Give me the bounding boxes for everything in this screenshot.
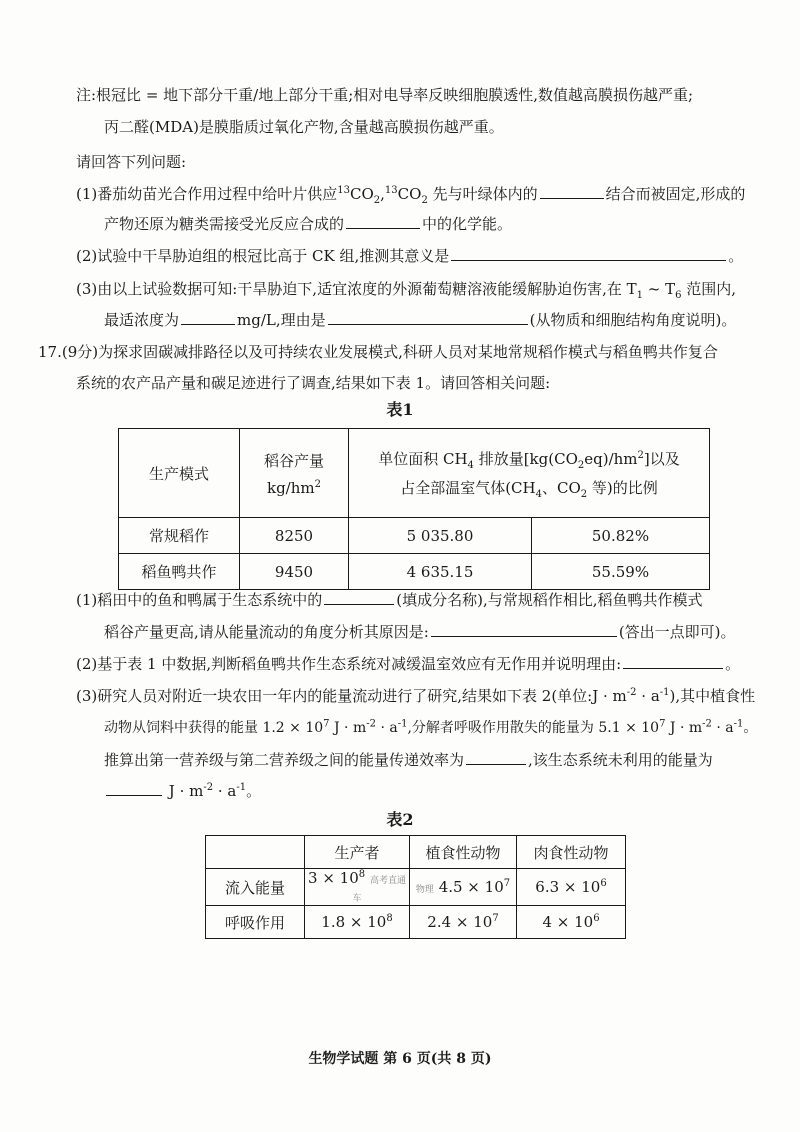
table2-cell: $2.4 \times 10^7$: [410, 906, 517, 939]
table2-cell: 物理 $4.5 \times 10^7$: [410, 869, 517, 906]
table-row: [206, 869, 626, 906]
q17-part2: (2)基于表 1 中数据,判断稻鱼鸭共作生态系统对减缓温室效应有无作用并说明理由: 。: [76, 655, 741, 673]
q16-part2: (2)试验中干旱胁迫组的根冠比高于 CK 组,推测其意义是 。: [76, 247, 744, 265]
q17-part1-line1: (1)稻田中的鱼和鸭属于生态系统中的 (填成分名称),与常规稻作相比,稻鱼鸭共作模式: [76, 591, 703, 609]
q17-intro-line2: 系统的农产品产量和碳足迹进行了调查,结果如下表 1。请回答相关问题:: [76, 374, 551, 392]
table1-cell: 8250: [240, 518, 349, 554]
table2-cell: $1.8 \times 10^8$: [305, 906, 410, 939]
table1-header-mode: 生产模式: [119, 429, 240, 518]
table1-caption: 表1: [386, 400, 414, 419]
table2-header: [206, 836, 305, 869]
q17-intro-line1: 17.(9分)为探求固碳减排路径以及可持续农业发展模式,科研人员对某地常规稻作模式与稻鱼鸭共作复合: [38, 343, 718, 361]
page-footer: 生物学试题 第 6 页(共 8 页): [308, 1051, 492, 1067]
q17-part3-line1: (3)研究人员对附近一块农田一年内的能量流动进行了研究,结果如下表 2(单位:J · $m^{-2} \cdot a^{-1}$),其中植食性: [76, 687, 756, 705]
table2-cell: $3 \times 10^8$ 高考直通车: [305, 869, 410, 906]
watermark: 物理: [415, 885, 434, 895]
table1-cell: 50.82%: [532, 518, 710, 554]
note-line-1: 注:根冠比 = 地下部分干重/地上部分干重;相对电导率反映细胞膜透性,数值越高膜损伤越严重;: [76, 86, 694, 104]
table2-cell: $6.3 \times 10^6$: [517, 869, 626, 906]
table2-caption: 表2: [386, 810, 414, 829]
q16-part1-line1: (1)番茄幼苗光合作用过程中给叶片供应$^{13}CO_2,^{13}CO_2$ 先与叶绿体内的 结合而被固定,形成的: [76, 185, 746, 206]
table1-cell: 4 635.15: [349, 554, 532, 590]
answer-blank[interactable]: [466, 750, 526, 765]
q16-prompt: 请回答下列问题:: [76, 153, 187, 171]
answer-blank[interactable]: [106, 781, 162, 796]
table2-row-label: 呼吸作用: [206, 906, 305, 939]
table2-header: 肉食性动物: [517, 836, 626, 869]
watermark: 高考直通车: [352, 876, 406, 904]
table2-row-label: 流入能量: [206, 869, 305, 906]
answer-blank[interactable]: [451, 246, 726, 261]
table1-header-emission: 单位面积 $CH_4$ 排放量$[kg(CO_2eq)/hm^2]$以及 占全部温室气体($CH_4$、$CO_2$ 等)的比例: [349, 429, 710, 518]
table1-cell: 稻鱼鸭共作: [119, 554, 240, 590]
table-row: [206, 906, 626, 939]
q16-part3-line1: (3)由以上试验数据可知:干旱胁迫下,适宜浓度的外源葡萄糖溶液能缓解胁迫伤害,在 $T_1$ ~ $T_6$ 范围内,: [76, 280, 737, 301]
answer-blank[interactable]: [540, 184, 604, 199]
answer-blank[interactable]: [324, 590, 394, 605]
answer-blank[interactable]: [623, 654, 723, 669]
table1-header-row: [119, 429, 710, 518]
q17-part1-line2: 稻谷产量更高,请从能量流动的角度分析其原因是: (答出一点即可)。: [104, 623, 736, 641]
table1-header-yield: 稻谷产量 $kg/hm^2$: [240, 429, 349, 518]
table2-header: 生产者: [305, 836, 410, 869]
note-line-2: 丙二醛(MDA)是膜脂质过氧化产物,含量越高膜损伤越严重。: [104, 118, 504, 136]
table1-cell: 常规稻作: [119, 518, 240, 554]
answer-blank[interactable]: [431, 622, 617, 637]
q17-part3-line3: 推算出第一营养级与第二营养级之间的能量传递效率为 ,该生态系统未利用的能量为: [104, 751, 713, 769]
q16-part3-line2: 最适浓度为 mg/L,理由是 (从物质和细胞结构角度说明)。: [104, 311, 737, 329]
answer-blank[interactable]: [181, 310, 235, 325]
table1-cell: 55.59%: [532, 554, 710, 590]
answer-blank[interactable]: [346, 214, 420, 229]
q16-part1-line2: 产物还原为糖类需接受光反应合成的 中的化学能。: [104, 215, 513, 233]
answer-blank[interactable]: [328, 310, 528, 325]
table2-header-row: [206, 836, 626, 869]
table1: [118, 428, 710, 590]
table2: [205, 835, 626, 939]
table-row: [119, 554, 710, 590]
table1-cell: 5 035.80: [349, 518, 532, 554]
table2-cell: $4 \times 10^6$: [517, 906, 626, 939]
table-row: [119, 518, 710, 554]
table2-header: 植食性动物: [410, 836, 517, 869]
q17-part3-line4: $J \cdot m^{-2} \cdot a^{-1}$。: [104, 781, 261, 801]
table1-cell: 9450: [240, 554, 349, 590]
q17-part3-line2: 动物从饲料中获得的能量 $1.2 \times 10^7$ $J \cdot m^{-2} \cdot a^{-1}$,分解者呼吸作用散失的能量为 $5.1 \times 10^7$ $J \cdot m^{-2} \cdot a^{-1}$。: [104, 718, 758, 736]
